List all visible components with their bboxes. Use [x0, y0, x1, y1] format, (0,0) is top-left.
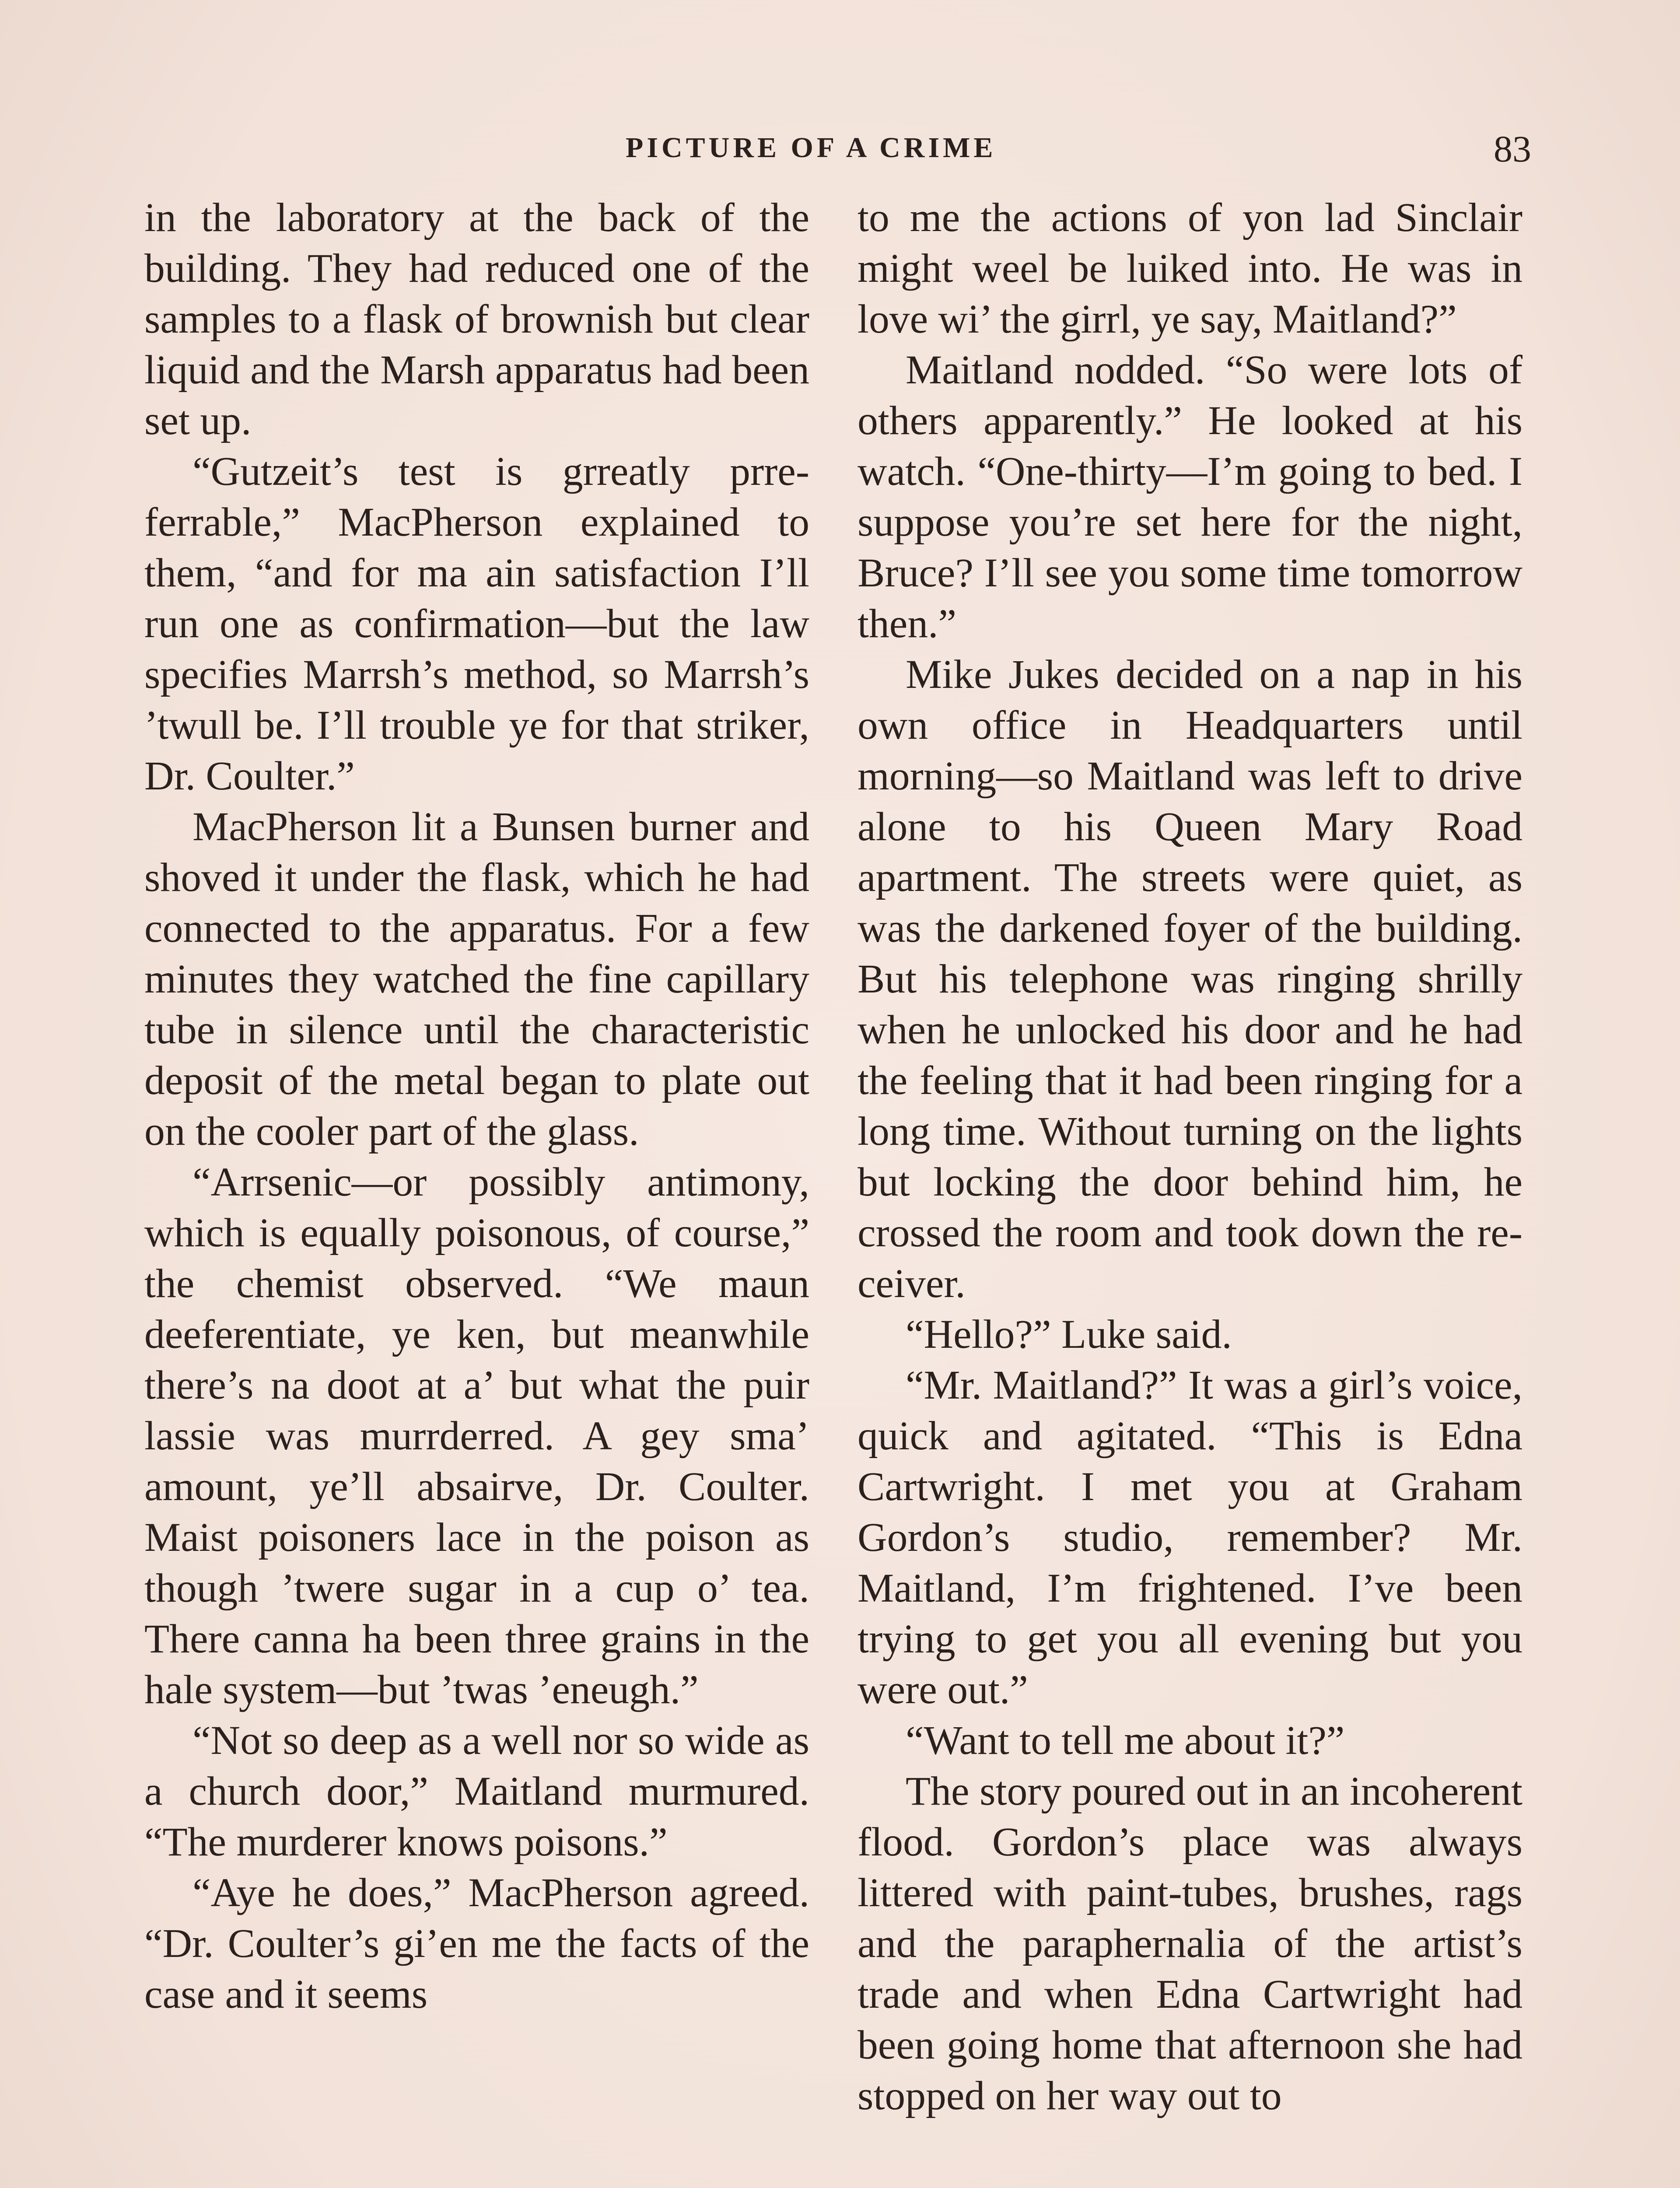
- running-title: PICTURE OF A CRIME: [626, 132, 997, 164]
- paragraph: “Not so deep as a well nor so wide as a church door,” Maitland murmured. “The murderer knows poisons.”: [144, 1718, 809, 1865]
- paragraph: “Want to tell me about it?”: [906, 1718, 1345, 1763]
- paragraph: in the laboratory at the back of the building. They had reduced one of the samples to a flask of brownish but clear liquid and the Marsh apparatus had been set up.: [144, 195, 809, 443]
- page-number: 83: [1494, 128, 1531, 170]
- paragraph: Maitland nodded. “So were lots of others apparently.” He looked at his watch. “One-thirty—I’m going to bed. I suppose you’re set here for the night, Bruce? I’ll see you some time tomorrow then.”: [858, 347, 1522, 646]
- paragraph: “Aye he does,” MacPherson agreed. “Dr. Coulter’s gi’en me the facts of the case and it seems: [144, 1870, 809, 2017]
- paragraph: “Arrsenic—or possibly antimony, which is equally poisonous, of course,” the chemist observed. “We maun deeferentiate, ye ken, but meanwhile there’s na doot at a’ but what the puir lassie was murrderred. A gey sma’ amount, ye’ll absairve, Dr. Coulter. Maist poisoners lace in the poison as though ’twere sugar in a cup o’ tea. There canna ha been three grains in the hale system—but ’twas ’eneugh.”: [144, 1160, 809, 1712]
- paragraph: “Gutzeit’s test is grreatly prreferrable,” MacPherson explained to them, “and for ma ain satisfaction I’ll run one as confirmation—but the law specifies Marrsh’s method, so Marrsh’s ’twull be. I’ll trouble ye for that striker, Dr. Coulter.”: [144, 449, 809, 799]
- left-column: [144, 193, 809, 2020]
- paragraph: to me the actions of yon lad Sinclair might weel be luiked into. He was in love wi’ the girrl, ye say, Maitland?”: [858, 195, 1522, 342]
- paragraph: The story poured out in an incoherent flood. Gordon’s place was always littered with paint-tubes, brushes, rags and the paraphernalia of the artist’s trade and when Edna Cartwright had been going home that afternoon she had stopped on her way out to: [858, 1769, 1522, 2118]
- page-header: [131, 127, 1531, 175]
- paragraph: “Hello?” Luke said.: [906, 1312, 1232, 1357]
- paragraph: Mike Jukes decided on a nap in his own office in Headquarters until morning—so Maitland was left to drive alone to his Queen Mary Road apartment. The streets were quiet, as was the darkened foyer of the building. But his telephone was ringing shrilly when he unlocked his door and he had the feeling that it had been ringing for a long time. Without turning on the lights but locking the door behind him, he crossed the room and took down the receiver.: [858, 652, 1522, 1306]
- right-column: [858, 193, 1522, 2121]
- paragraph: “Mr. Maitland?” It was a girl’s voice, quick and agitated. “This is Edna Cartwright. I met you at Graham Gordon’s studio, remember? Mr. Maitland, I’m frightened. I’ve been trying to get you all evening but you were out.”: [858, 1363, 1522, 1712]
- paragraph: MacPherson lit a Bunsen burner and shoved it under the flask, which he had connected to the apparatus. For a few minutes they watched the fine capillary tube in silence until the characteristic deposit of the metal began to plate out on the cooler part of the glass.: [144, 804, 809, 1154]
